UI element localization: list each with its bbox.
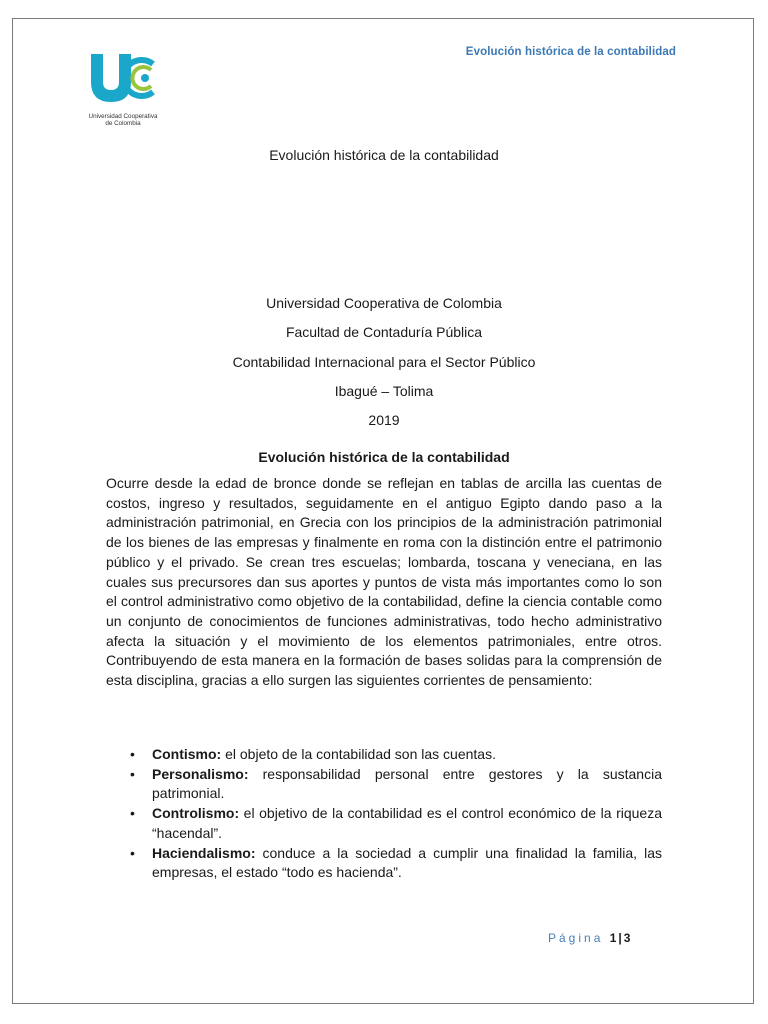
- page-number: [548, 931, 630, 945]
- cover-city: Ibagué – Tolima: [334, 383, 434, 399]
- cover-year: 2019: [368, 412, 400, 428]
- page-total: 3: [623, 931, 631, 945]
- list-item: • Contismo: el objeto de la contabilidad son las cuentas.: [106, 745, 662, 765]
- running-header-title: Evolución histórica de la contabilidad: [465, 46, 676, 58]
- bullet-icon: •: [130, 765, 135, 782]
- bullet-icon: •: [130, 746, 135, 762]
- logo-caption: Universidad Cooperativa de Colombia: [88, 113, 158, 127]
- section-heading: Evolución histórica de la contabilidad: [258, 449, 510, 465]
- cover-title: Evolución histórica de la contabilidad: [269, 147, 499, 163]
- list-item: • Controlismo: el objetivo de la contabilidad es el control económico de la riqueza “hacendal”.: [130, 805, 662, 841]
- cover-course: Contabilidad Internacional para el Sector Público: [232, 354, 536, 370]
- bullet-icon: •: [130, 805, 135, 822]
- cover-faculty: Facultad de Contaduría Pública: [285, 324, 483, 340]
- cover-university: Universidad Cooperativa de Colombia: [266, 295, 502, 311]
- bullet-icon: •: [130, 844, 135, 861]
- list-item: • Haciendalismo: conduce a la sociedad a cumplir una finalidad la familia, las empresas, el estado “todo es hacienda”.: [130, 844, 662, 881]
- page-current: 1: [609, 931, 617, 945]
- bullet-list: [106, 745, 662, 883]
- list-item: • Personalismo: responsabilidad personal entre gestores y la sustancia patrimonial.: [130, 765, 662, 802]
- page-separator: |: [618, 931, 622, 945]
- body-paragraph: Ocurre desde la edad de bronce donde se reflejan en tablas de arcilla las cuentas de costos, ingreso y resultados, seguidamente en el antiguo Egipto dando paso a la administración patrimonial, en Grecia con los principios de la administración patrimonial de los bienes de las empresas y finalmente en roma con la distinción entre el patrimonio público y el privado. Se crean tres escuelas; lombarda, toscana y veneciana, en las cuales sus precursores dan sus aportes y puntos de vista más importantes como lo son el control administrativo como objetivo de la contabilidad, define la ciencia contable como un conjunto de conocimientos de funciones administrativas, todo hecho administrativo afecta la situación y el movimiento de los elementos patrimoniales, entre otros. Contribuyendo de esta manera en la formación de bases solidas para la comprensión de esta disciplina, gracias a ello surgen las siguientes corrientes de pensamiento:: [106, 475, 662, 689]
- page-label: Página: [548, 931, 604, 945]
